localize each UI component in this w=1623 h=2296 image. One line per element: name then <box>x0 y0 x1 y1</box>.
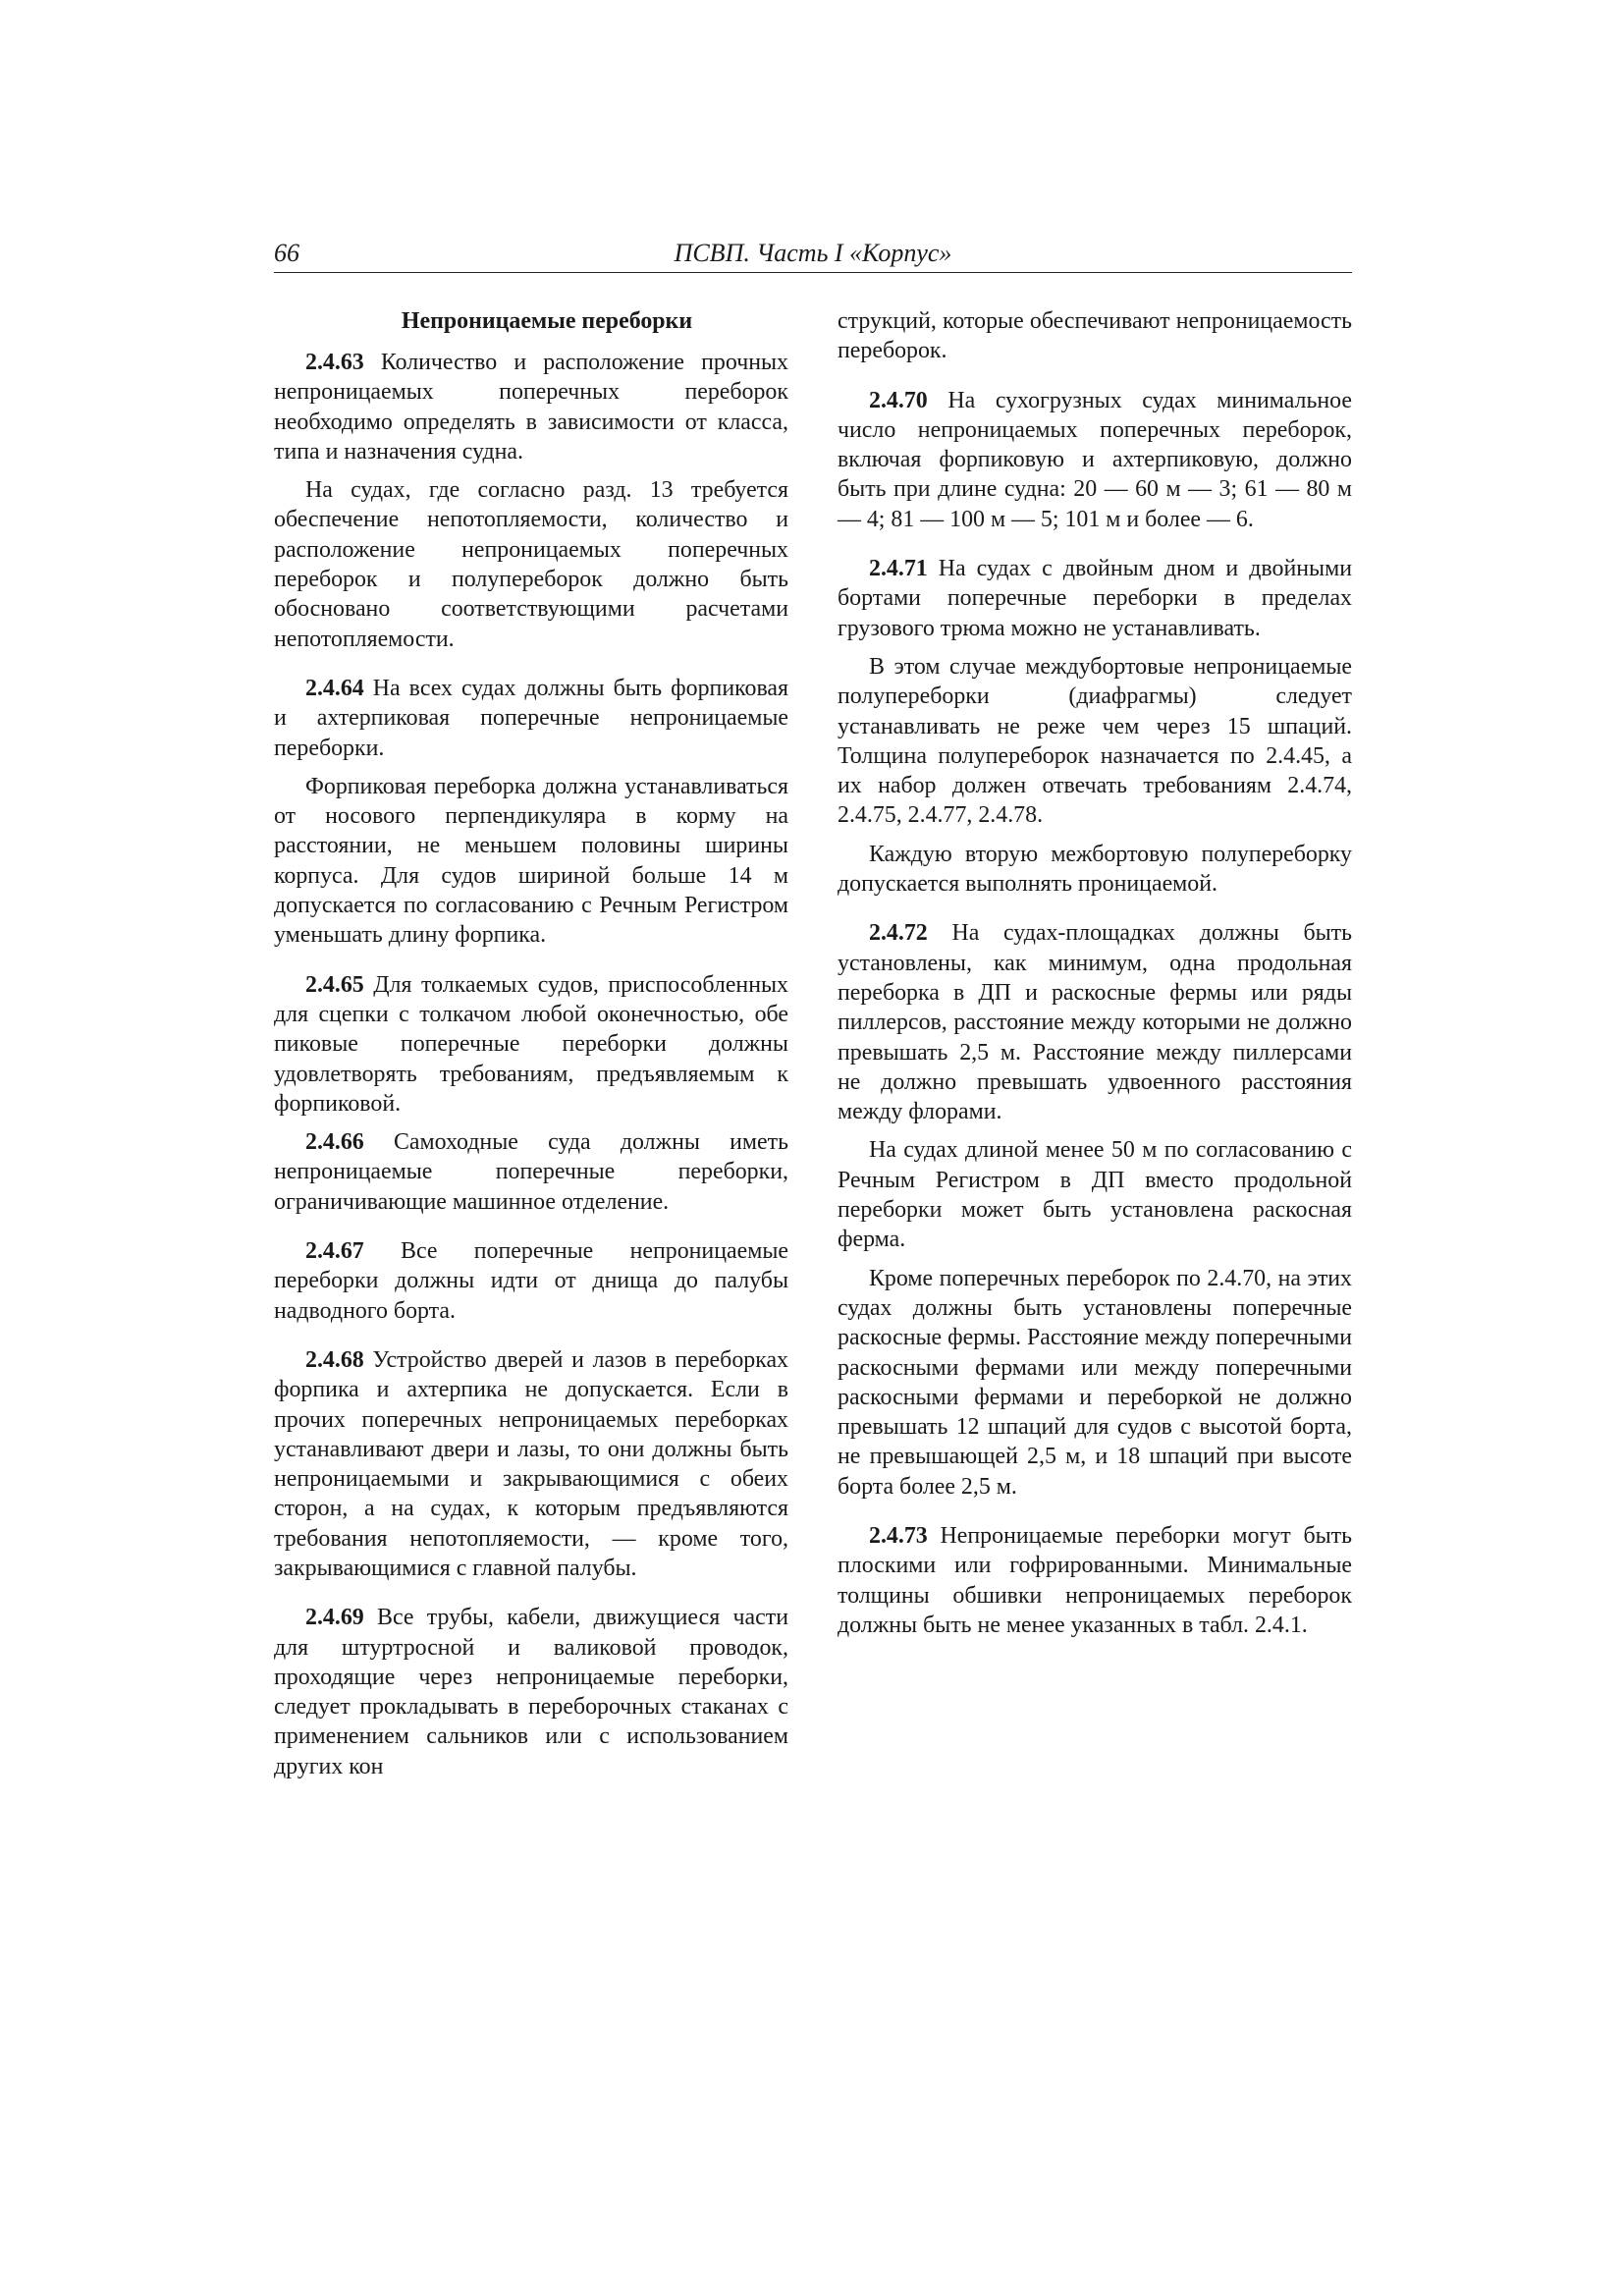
clause-number: 2.4.66 <box>305 1129 364 1156</box>
paragraph: Форпиковая переборка должна устанавливаться от носового перпендикуляра в корму на расстоянии, не меньшем половины ширины корпуса. Для судов шириной больше 14 м допускается по согласованию с Речным Регистром уменьшать длину форпика. <box>274 773 788 949</box>
running-title: ПСВП. Часть I «Корпус» <box>674 239 952 267</box>
page-header <box>274 239 1352 273</box>
clause-text: Все трубы, кабели, движущиеся части для штуртросной и валиковой проводок, проходящие через непроницаемые переборки, следует прокладывать в переборочных стаканах с применением сальников или с использованием других кон <box>274 1605 788 1779</box>
clause-2-4-66 <box>274 1127 788 1217</box>
clause-number: 2.4.69 <box>305 1605 364 1631</box>
clause-text: Для толкаемых судов, приспособленных для сцепки с толкачом любой оконечностью, обе пиковые поперечные переборки должны удовлетворять требованиям, предъявляемым к форпиковой. <box>274 971 788 1117</box>
clause-text: Устройство дверей и лазов в переборках форпика и ахтерпика не допускается. Если в прочих поперечных непроницаемых переборках устанавливают двери и лазы, то они должны быть непроницаемыми и закрывающимися с обеих сторон, а на судах, к которым предъявляются требования непотопляемости, — кроме того, закрывающимися с главной палубы. <box>274 1346 788 1581</box>
clause-number: 2.4.65 <box>305 971 364 998</box>
paragraph: На судах длиной менее 50 м по согласованию с Речным Регистром в ДП вместо продольной переборки может быть установлена раскосная ферма. <box>838 1137 1352 1253</box>
clause-number: 2.4.67 <box>305 1238 364 1265</box>
clause-2-4-69 <box>274 1603 788 1781</box>
paragraph: В этом случае междубортовые непроницаемые полупереборки (диафрагмы) следует устанавливать не реже чем через 15 шпаций. Толщина полупереборок назначается по 2.4.45, а их набор должен отвечать требованиям 2.4.74, 2.4.75, 2.4.77, 2.4.78. <box>838 653 1352 829</box>
clause-2-4-70 <box>838 386 1352 534</box>
clause-2-4-63 <box>274 348 788 466</box>
paragraph: Каждую вторую межбортовую полупереборку допускается выполнять проницаемой. <box>838 841 1352 898</box>
clause-2-4-68 <box>274 1345 788 1583</box>
clause-text: Непроницаемые переборки могут быть плоскими или гофрированными. Минимальные толщины обшивки непроницаемых переборок должны быть не менее указанных в табл. 2.4.1. <box>838 1522 1352 1638</box>
clause-number: 2.4.64 <box>305 675 364 701</box>
clause-number: 2.4.72 <box>869 920 928 947</box>
clause-text: На сухогрузных судах минимальное число непроницаемых поперечных переборок, включая форпиковую и ахтерпиковую, должно быть при длине судна: 20 — 60 м — 3; 61 — 80 м — 4; 81 — 100 м — 5; 101 м и более — 6. <box>838 387 1352 532</box>
paragraph-continuation: струкций, которые обеспечивают непроницаемость переборок. <box>838 308 1352 364</box>
clause-text: Все поперечные непроницаемые переборки должны идти от днища до палубы надводного борта. <box>274 1238 788 1324</box>
paragraph: На судах, где согласно разд. 13 требуется обеспечение непотопляемости, количество и расположение непроницаемых поперечных переборок и полупереборок должно быть обосновано соответствующими расчетами непотопляемости. <box>274 477 788 652</box>
clause-2-4-71 <box>838 554 1352 643</box>
clause-text: На судах с двойным дном и двойными бортами поперечные переборки в пределах грузового трюма можно не устанавливать. <box>838 556 1352 641</box>
clause-text: На всех судах должны быть форпиковая и ахтерпиковая поперечные непроницаемые переборки. <box>274 675 788 761</box>
clause-number: 2.4.70 <box>869 387 928 413</box>
clause-number: 2.4.71 <box>869 556 928 582</box>
paragraph: Кроме поперечных переборок по 2.4.70, на этих судах должны быть установлены поперечные раскосные фермы. Расстояние между поперечными раскосными фермами или между поперечными раскосными фермами и переборкой не должно превышать 12 шпаций для судов с высотой борта, не превышающей 2,5 м, и 18 шпаций при высоте борта более 2,5 м. <box>838 1265 1352 1500</box>
clause-text: Количество и расположение прочных непроницаемых поперечных переборок необходимо определять в зависимости от класса, типа и назначения судна. <box>274 350 788 465</box>
clause-text: На судах-площадках должны быть установлены, как минимум, одна продольная переборка в ДП и раскосные фермы или ряды пиллерсов, расстояние между которыми не должно превышать 2,5 м. Расстояние между пиллерсами не должно превышать удвоенного расстояния между флорами. <box>838 920 1352 1125</box>
section-title: Непроницаемые переборки <box>401 308 693 334</box>
clause-number: 2.4.63 <box>305 350 364 375</box>
right-column <box>838 306 1352 1640</box>
clause-text: Самоходные суда должны иметь непроницаемые поперечные переборки, ограничивающие машинное отделение. <box>274 1129 788 1215</box>
left-column <box>274 306 788 1781</box>
clause-2-4-73 <box>838 1521 1352 1640</box>
clause-number: 2.4.68 <box>305 1346 364 1373</box>
clause-number: 2.4.73 <box>869 1522 928 1549</box>
clause-2-4-65 <box>274 970 788 1119</box>
clause-2-4-67 <box>274 1236 788 1326</box>
clause-2-4-72 <box>838 918 1352 1126</box>
clause-2-4-64 <box>274 674 788 763</box>
page-number: 66 <box>274 239 299 267</box>
